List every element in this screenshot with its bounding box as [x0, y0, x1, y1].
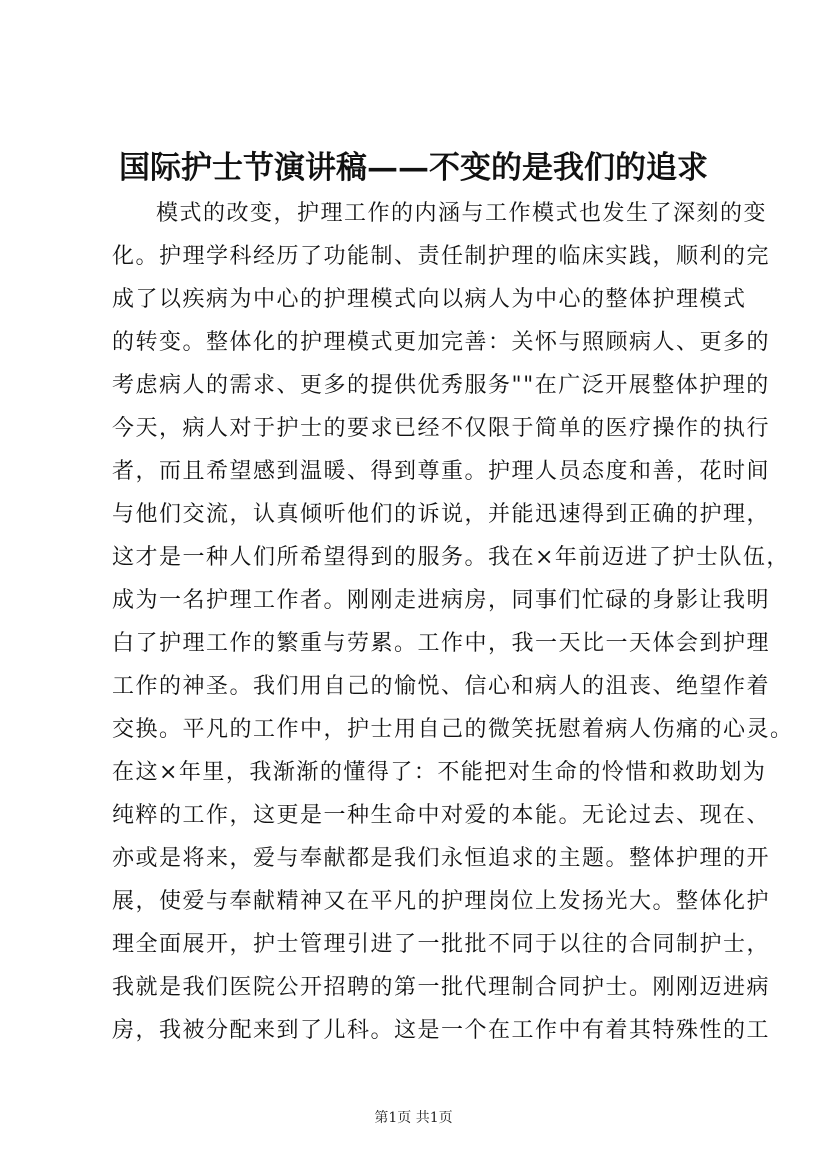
- body-line: 这才是一种人们所希望得到的服务。我在×年前迈进了护士队伍，: [112, 545, 790, 570]
- body-line: 工作的神圣。我们用自己的愉悦、信心和病人的沮丧、绝望作着: [112, 674, 771, 699]
- body-line: 在这×年里，我渐渐的懂得了：不能把对生命的怜惜和救助划为: [112, 760, 767, 785]
- body-line: 纯粹的工作，这更是一种生命中对爱的本能。无论过去、现在、: [112, 803, 771, 828]
- page-number-footer: 第1页 共1页: [374, 1110, 453, 1126]
- body-line: 展，使爱与奉献精神又在平凡的护理岗位上发扬光大。整体化护: [112, 889, 771, 914]
- body-line: 考虑病人的需求、更多的提供优秀服务""在广泛开展整体护理的: [112, 373, 770, 398]
- body-line: 成为一名护理工作者。刚刚走进病房，同事们忙碌的身影让我明: [112, 588, 771, 613]
- body-line: 成了以疾病为中心的护理模式向以病人为中心的整体护理模式: [112, 287, 747, 312]
- body-line: 白了护理工作的繁重与劳累。工作中，我一天比一天体会到护理: [112, 631, 771, 656]
- body-line: 化。护理学科经历了功能制、责任制护理的临床实践，顺利的完: [112, 244, 771, 269]
- body-line: 交换。平凡的工作中，护士用自己的微笑抚慰着病人伤痛的心灵。: [112, 717, 794, 742]
- body-line: 房，我被分配来到了儿科。这是一个在工作中有着其特殊性的工: [112, 1018, 771, 1043]
- body-line: 我就是我们医院公开招聘的第一批代理制合同护士。刚刚迈进病: [112, 975, 771, 1000]
- document-title: 国际护士节演讲稿——不变的是我们的追求: [119, 150, 708, 186]
- body-line: 与他们交流，认真倾听他们的诉说，并能迅速得到正确的护理，: [112, 502, 771, 527]
- document-body: [112, 192, 794, 1052]
- body-line: 今天，病人对于护士的要求已经不仅限于简单的医疗操作的执行: [112, 416, 771, 441]
- body-line: 的转变。整体化的护理模式更加完善：关怀与照顾病人、更多的: [112, 330, 771, 355]
- body-line: 模式的改变，护理工作的内涵与工作模式也发生了深刻的变: [156, 201, 768, 226]
- body-line: 亦或是将来，爱与奉献都是我们永恒追求的主题。整体护理的开: [112, 846, 771, 871]
- body-line: 者，而且希望感到温暖、得到尊重。护理人员态度和善，花时间: [112, 459, 771, 484]
- body-line: 理全面展开，护士管理引进了一批批不同于以往的合同制护士，: [112, 932, 771, 957]
